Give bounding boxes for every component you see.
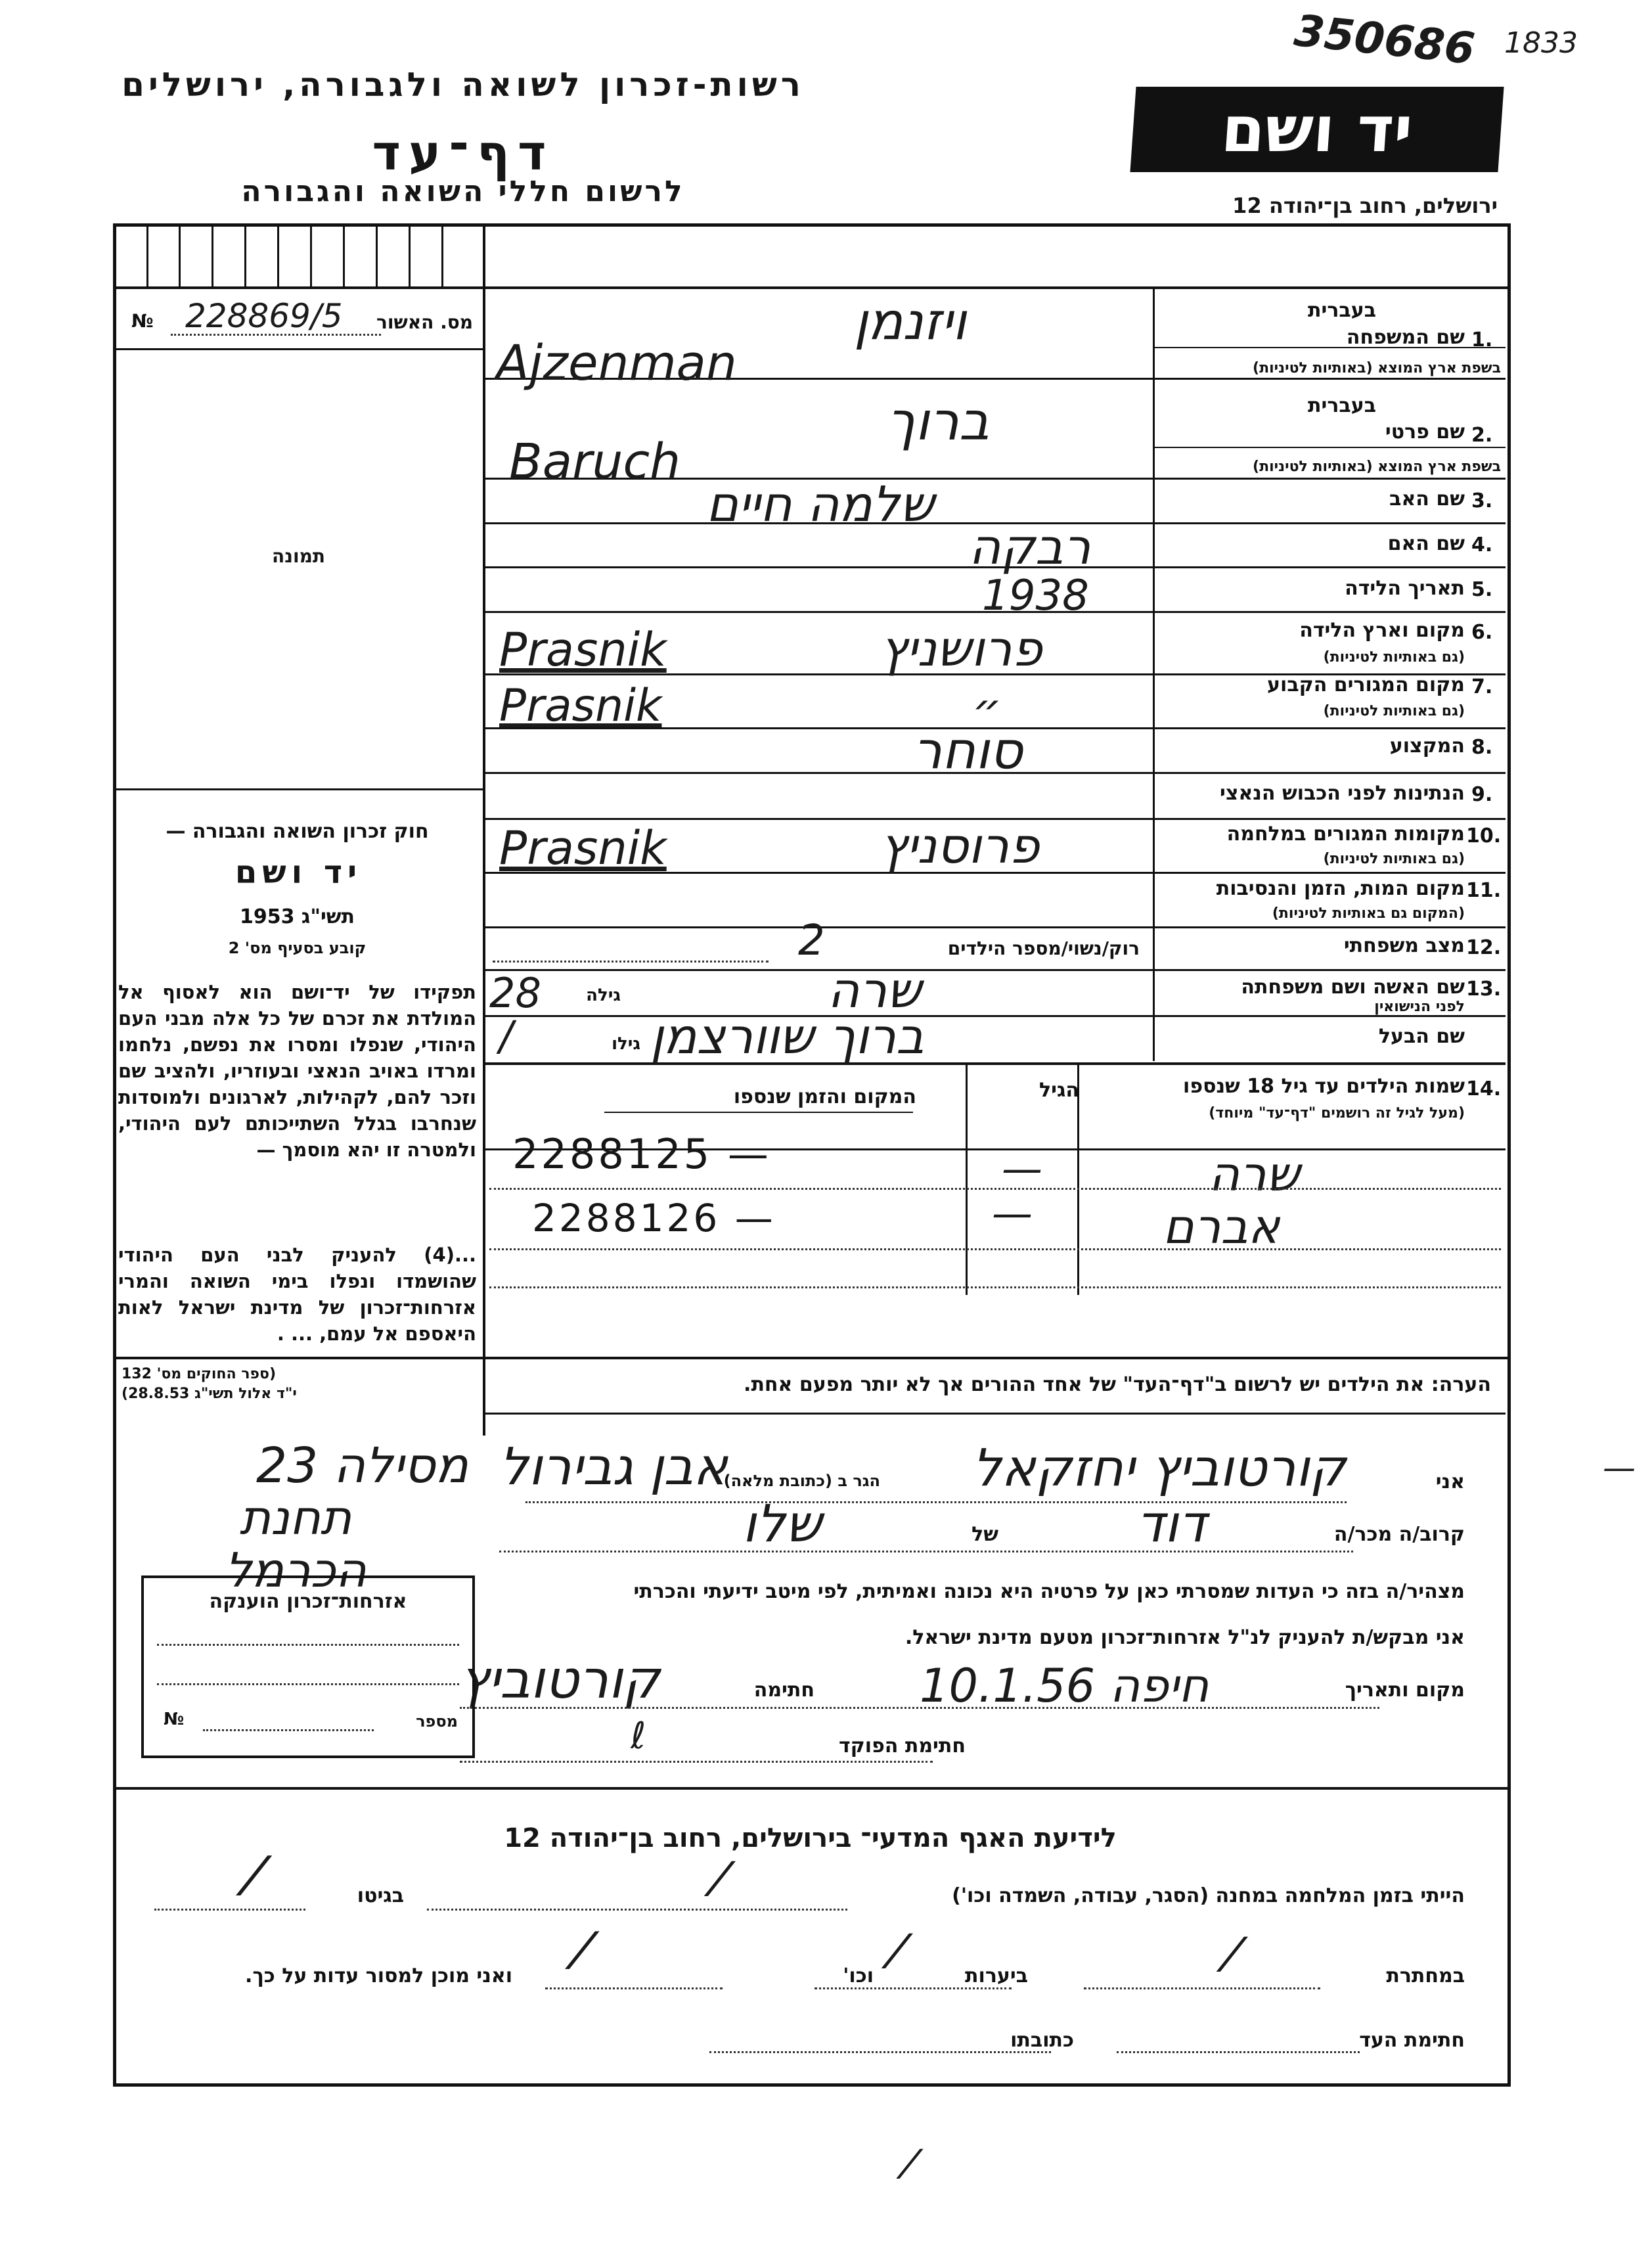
decl-address-value: אבן גבירול: [499, 1438, 728, 1497]
decl-address-value-2: מסילה 23: [256, 1438, 468, 1494]
registration-dots: [171, 334, 381, 336]
field5-label: תאריך הלידה: [1345, 577, 1465, 600]
decl-of-value: שלו: [742, 1495, 822, 1554]
child-row-1-place: 2288125 —: [512, 1130, 771, 1178]
field6-label: מקום וארץ הלידה: [1299, 619, 1465, 642]
note-bottom-line: [484, 1413, 1506, 1415]
field7-value-hebrew: ״: [972, 683, 1002, 737]
field7-label: מקום המגורים הקבוע: [1267, 673, 1465, 696]
bottom-line2-mark-b: ⁄: [893, 1925, 901, 1979]
field8-value: סוחר: [913, 721, 1023, 781]
decl-relative-value: דוד: [1136, 1495, 1207, 1554]
strip-tick: [343, 223, 345, 286]
field13-label: שם האשה ושם משפחתה: [1241, 976, 1465, 999]
bottom-line2-a: במחתרת: [1386, 1964, 1465, 1987]
bottom-line2-b: ביערות: [965, 1964, 1028, 1987]
child-row-1-age: —: [1002, 1144, 1042, 1192]
law-line1: חוק זכרון השואה והגבורה —: [166, 820, 429, 843]
decl-signature-value: קורטוביץ: [460, 1649, 660, 1710]
note-text: הערה: את הילדים יש לרשום ב"דף־העד" של אחד ההורים אך לא יותר מפעם אחת.: [744, 1373, 1491, 1396]
strip-tick: [244, 223, 246, 286]
bottom-line3-b: כתובתו: [1010, 2029, 1074, 2052]
form-subtitle: לרשום חללי השואה והגבורה: [241, 175, 685, 208]
strip-tick: [277, 223, 279, 286]
children-col-age: הגיל: [1039, 1079, 1079, 1102]
husband-age-label: גילו: [612, 1034, 640, 1054]
field8-label: המקצוע: [1389, 735, 1465, 758]
strip-tick: [409, 223, 411, 286]
citizenship-dots: [157, 1683, 459, 1685]
row-sep: [484, 926, 1506, 928]
bottom-line2-dots-a: [1084, 1987, 1320, 1989]
bottom-line2-mark-c: ⁄: [578, 1922, 587, 1980]
strip-tick: [179, 223, 181, 286]
husband-label: שם הבעל: [1378, 1025, 1465, 1048]
yad-vashem-logo: [1130, 87, 1504, 172]
husband-value: ברוך שוורצמן: [650, 1008, 924, 1065]
children-title: שמות הילדים עד גיל 18 שנספו: [1183, 1075, 1465, 1098]
header-address: ירושלים, רחוב בן־יהודה 12: [1232, 193, 1498, 218]
strip-tick: [212, 223, 213, 286]
field12-number: 12.: [1466, 936, 1502, 959]
field2-hebrew-tag: בעברית: [1308, 394, 1376, 417]
field2-value-latin: Baruch: [509, 434, 681, 490]
law-year: תשי"ג 1953: [239, 905, 355, 928]
decl-officer-label: חתימת הפוקד: [839, 1734, 966, 1757]
law-clause: קובע בסעיף מס' 2: [228, 939, 367, 957]
children-col-divider-1: [966, 1065, 968, 1295]
bottom-line2-c: וכו': [843, 1964, 874, 1987]
field13-age-value: 28: [489, 969, 541, 1017]
field10-sub: (גם באותיות לטיניות): [1323, 851, 1465, 867]
field11-sub: (המקום גם באותיות לטיניות): [1272, 905, 1465, 922]
strip-tick: [376, 223, 378, 286]
stray-mark: —: [1603, 1449, 1636, 1487]
field4-value: רבקה: [969, 519, 1091, 576]
field1-label: שם המשפחה: [1346, 326, 1465, 349]
decl-of-label: של: [971, 1523, 998, 1546]
field4-number: 4.: [1471, 533, 1493, 556]
husband-age-dash: /: [499, 1012, 513, 1060]
children-col-place-underline: [604, 1112, 913, 1113]
bottom-line3-dots-a: [1117, 2051, 1360, 2053]
field11-label: מקום המות, הזמן והנסיבות: [1216, 877, 1465, 900]
field12-children-count: 2: [798, 917, 825, 965]
bottom-title: לידיעת האגף המדעי־ בירושלים, רחוב בן־יהודה 12: [504, 1823, 1117, 1853]
children-col-place: המקום והזמן שנספו: [733, 1085, 916, 1108]
stray-mark: ⁄: [906, 2142, 914, 2188]
field3-value: שלמה חיים: [706, 476, 935, 533]
row-sep: [484, 1062, 1506, 1065]
law-source-1: (ספר החוקים מס' 132: [122, 1366, 277, 1382]
field7-sub: (גם באותיות לטיניות): [1323, 703, 1465, 719]
field1-value-hebrew: ויזנמן: [854, 292, 967, 351]
row-sep: [484, 1015, 1506, 1017]
field5-number: 5.: [1471, 578, 1493, 601]
decl-statement-1: מצהיר/ה בזה כי העדות שמסרתי כאן על פרטיה היא נכונה ואמיתית, לפי מיטב ידיעתי והכרתי: [633, 1580, 1465, 1603]
strip-tick: [146, 223, 148, 286]
field2-sub: בשפת ארץ המוצא (באותיות לטיניות): [1253, 459, 1501, 475]
bottom-line1-mark-b: ⁄: [250, 1846, 259, 1907]
decl-resides-label: הגר ב (כתובת מלאה): [723, 1472, 880, 1490]
registration-no-mark: №: [131, 310, 154, 332]
logo-text: יד ושם: [1218, 93, 1416, 166]
bottom-line2-dots-b: [815, 1987, 1012, 1989]
org-line: רשות-זכרון לשואה ולגבורה, ירושלים: [122, 66, 805, 104]
citizenship-number-label: מספר: [416, 1712, 458, 1731]
bottom-line3-a: חתימת העד: [1359, 2029, 1465, 2052]
field5-value: 1938: [982, 572, 1089, 620]
bottom-line1-dots-b: [154, 1909, 305, 1911]
child-row-2-dots: [489, 1248, 1501, 1250]
row-sep: [484, 969, 1506, 971]
field12-label: מצב משפחתי: [1343, 934, 1465, 957]
field12-value: רוק/נשוי/מספר הילדים: [947, 938, 1140, 959]
field9-number: 9.: [1471, 783, 1493, 806]
decl-place-date-value: חיפה 10.1.56: [920, 1659, 1209, 1713]
child-row-2-name: אברם: [1163, 1199, 1280, 1254]
field12-dots: [493, 961, 769, 963]
field6-value-hebrew: פרושניץ: [880, 621, 1042, 677]
bottom-line2-dots-c: [545, 1987, 723, 1989]
decl-signature-label: חתימה: [753, 1679, 815, 1702]
children-number: 14.: [1466, 1077, 1502, 1100]
citizenship-box: [141, 1575, 475, 1758]
children-title-sub: (מעל לגיל זה רושמים "דף־עד" מיוחד): [1209, 1105, 1465, 1122]
law-paragraph-1: תפקידו של יד־ושם הוא לאסוף אל המולדת את זכרם של כל אלה מבני העם היהודי, שנפלו ומסרו את נפשם, נלחמו ומרדו באויב הנאצי ובעוזריו, ולהציב שם וזכר להם, לקהילות, לארגונים ולמוסדות שנחרבו בגלל השתייכותם לעם היהודי, ולמטרה זו יהא מוסמך —: [118, 981, 476, 1161]
field13-sub: לפני הנישואין: [1374, 999, 1465, 1015]
bottom-line2-d: ואני מוכן למסור עדות על כך.: [245, 1964, 512, 1987]
field8-number: 8.: [1471, 736, 1493, 759]
field7-value-latin: Prasnik: [499, 680, 662, 732]
field9-label: הנתינות לפני הכבוש הנאצי: [1220, 782, 1465, 805]
bottom-section-line: [113, 1787, 1507, 1790]
decl-i-dots: [525, 1501, 1347, 1503]
registration-underline: [113, 348, 484, 350]
field13-number: 13.: [1466, 978, 1502, 1001]
field2-label: שם פרטי: [1385, 420, 1465, 443]
law-source-2: י"ד אלול תשי"ג 28.8.53): [122, 1386, 297, 1402]
citizenship-number-dots: [203, 1729, 374, 1731]
field3-label: שם האב: [1389, 487, 1465, 510]
photo-box-bottom: [113, 788, 484, 790]
decl-statement-2: אני מבקש/ת להעניק לנ"ל אזרחות־זכרון מטעם מדינת ישראל.: [904, 1626, 1465, 1649]
field1-sub: בשפת ארץ המוצא (באותיות לטיניות): [1253, 360, 1501, 376]
citizenship-no-mark: №: [164, 1710, 185, 1729]
field1-hebrew-tag: בעברית: [1308, 299, 1376, 322]
field6-value-latin: Prasnik: [499, 623, 667, 677]
decl-i-label: אני: [1435, 1470, 1465, 1493]
photo-label: תמונה: [272, 545, 325, 567]
bottom-line1-a: הייתי בזמן המלחמה במחנה (הסגר, עבודה, השמדה וכו'): [952, 1884, 1465, 1907]
field4-label: שם האם: [1387, 532, 1465, 555]
decl-i-value: קורטוביץ יחזקאל: [972, 1439, 1347, 1498]
strip-tick: [310, 223, 312, 286]
field7-number: 7.: [1471, 675, 1493, 698]
field1-number: 1.: [1471, 329, 1493, 351]
officer-mark: ℓ: [631, 1715, 646, 1757]
law-paragraph-2: ...(4) להעניק לבני העם היהודי שהושמדו ונפלו בימי השואה והמרי אזרחות־זכרון של מדינת ישראל לאות היאספם אל עמם, ... .: [118, 1244, 476, 1345]
law-name: יד ושם: [234, 854, 363, 891]
field10-number: 10.: [1466, 825, 1502, 848]
left-panel-divider: [483, 223, 485, 1436]
child-row-2-age: —: [992, 1189, 1033, 1237]
row-subsep: [1155, 447, 1506, 448]
note-top-line: [113, 1357, 1507, 1359]
registration-number-label: מס. האשור: [376, 311, 473, 333]
citizenship-dots: [157, 1644, 459, 1646]
field3-number: 3.: [1471, 489, 1493, 512]
bottom-line1-b: בגיטו: [357, 1884, 404, 1907]
child-row-2-place: 2288126 —: [532, 1196, 776, 1240]
registration-number-value: 228869/5: [185, 297, 343, 335]
registration-number: [131, 297, 473, 340]
bottom-line2-mark-a: ⁄: [1228, 1928, 1236, 1982]
citizenship-title: אזרחות־זכרון הוענקה: [209, 1590, 407, 1613]
decl-place-date-label: מקום ותאריך: [1345, 1679, 1465, 1702]
form-title: דף־עד: [372, 125, 554, 181]
child-row-1-name: שרה: [1209, 1146, 1300, 1202]
decl-relative-label: קרוב/ה מכר/ה: [1333, 1523, 1465, 1546]
corner-archive-number: 350686: [1291, 5, 1477, 75]
field13-value: שרה: [828, 963, 922, 1019]
field6-sub: (גם באותיות לטיניות): [1323, 649, 1465, 666]
field10-value-hebrew: פרוסניץ: [880, 818, 1040, 874]
decl-place-dots: [460, 1707, 1379, 1709]
field13-age-label: גילה: [586, 986, 621, 1005]
field1-value-latin: Ajzenman: [496, 335, 737, 392]
field6-number: 6.: [1471, 621, 1493, 644]
bottom-line1-mark-a: ⁄: [716, 1853, 724, 1907]
bottom-line3-dots-b: [709, 2051, 1051, 2053]
corner-small-number: 1833: [1504, 26, 1578, 60]
field10-value-latin: Prasnik: [499, 821, 667, 875]
field2-number: 2.: [1471, 424, 1493, 447]
decl-relative-dots: [499, 1551, 1353, 1552]
field11-number: 11.: [1466, 879, 1502, 902]
top-strip-line: [113, 286, 1507, 289]
decl-address-value-3: תחנת הכרמל: [225, 1490, 367, 1598]
bottom-line1-dots-a: [427, 1909, 847, 1911]
strip-tick: [441, 223, 443, 286]
field2-value-hebrew: ברוך: [887, 391, 990, 452]
decl-officer-dots: [460, 1761, 933, 1763]
child-row-3-dots: [489, 1286, 1501, 1288]
field10-label: מקומות המגורים במלחמה: [1226, 823, 1465, 846]
